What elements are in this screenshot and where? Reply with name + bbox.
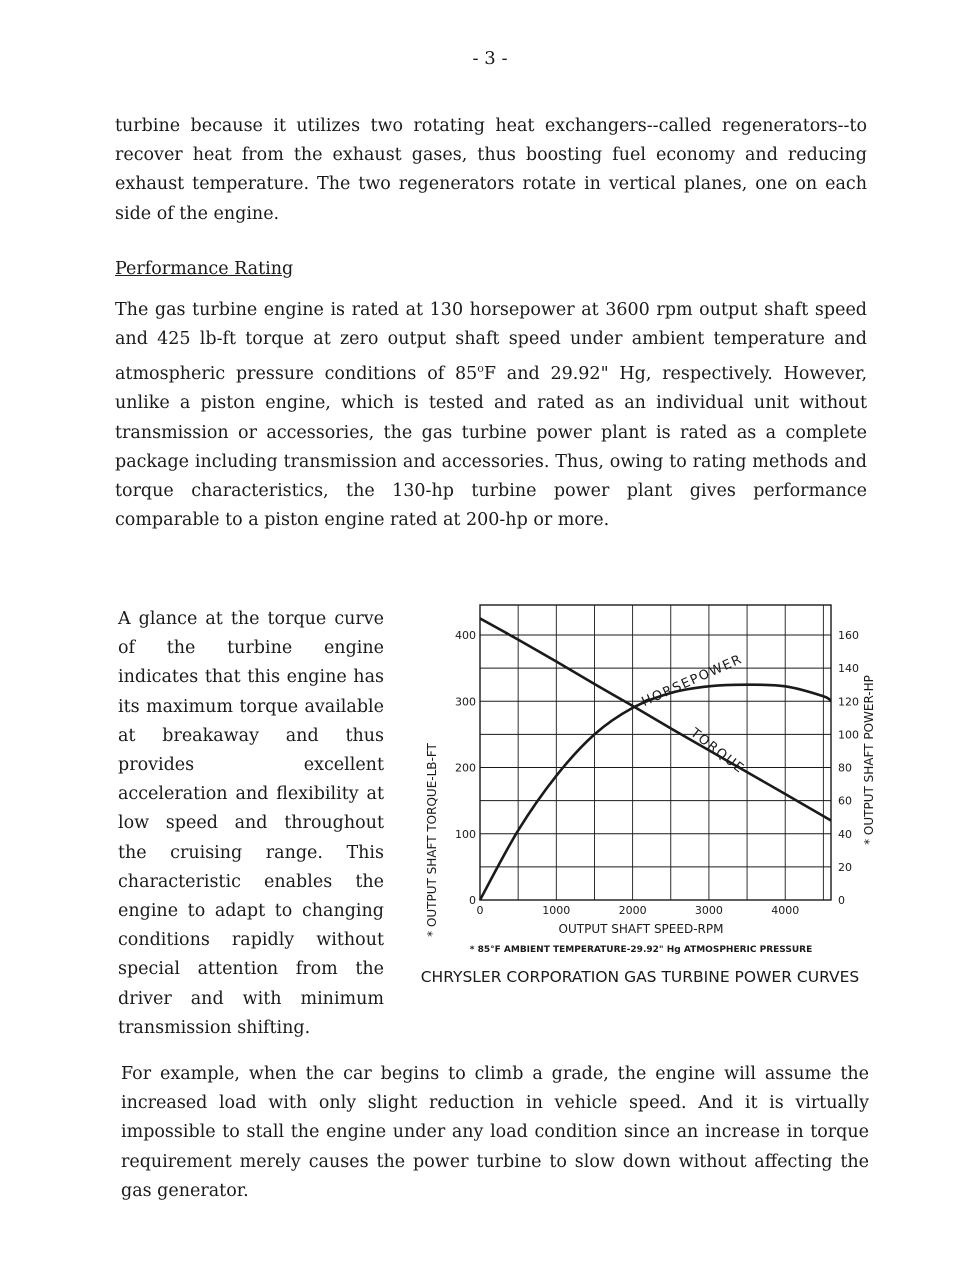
y2-tick-label: 120 <box>838 695 859 709</box>
horsepower-label: HORSEPOWER <box>639 651 745 710</box>
x-axis-label: OUTPUT SHAFT SPEED-RPM <box>558 922 724 936</box>
chart-footnote: * 85°F AMBIENT TEMPERATURE-29.92" Hg ATMOSPHERIC PRESSURE <box>469 945 813 955</box>
y2-tick-label: 80 <box>838 761 852 775</box>
horsepower-curve <box>480 685 831 900</box>
y2-tick-label: 20 <box>838 860 852 874</box>
rating-paragraph <box>115 296 867 535</box>
y-tick-label: 100 <box>455 827 476 841</box>
y2-axis-label: * OUTPUT SHAFT POWER-HP <box>862 675 876 845</box>
torque-label: TORQUE <box>687 725 748 778</box>
y2-tick-label: 0 <box>838 894 845 907</box>
section-heading: Performance Rating <box>115 259 294 279</box>
y2-tick-label: 40 <box>838 827 852 841</box>
y-tick-label: 300 <box>455 695 476 709</box>
y2-tick-label: 100 <box>838 728 859 742</box>
chart-curves <box>480 618 831 900</box>
chart-title: CHRYSLER CORPORATION GAS TURBINE POWER CURVES <box>420 968 860 986</box>
x-tick-label: 3000 <box>694 904 723 917</box>
rating-text-part1: The gas turbine engine is rated at 130 horsepower at 3600 rpm output shaft speed and 425 lb-ft torque at zero output shaft speed under ambient temperature and atmospheric pressure conditions of 85 <box>115 300 867 385</box>
y-tick-label: 400 <box>455 629 476 642</box>
x-tick-label: 4000 <box>771 904 800 917</box>
x-tick-label: 1000 <box>542 904 571 917</box>
y-tick-label: 200 <box>455 761 476 775</box>
power-curves-chart <box>400 595 900 1000</box>
page-number: - 3 - <box>472 48 508 69</box>
y2-tick-label: 140 <box>838 662 859 676</box>
y2-tick-label: 160 <box>838 629 859 642</box>
x-tick-label: 2000 <box>618 904 647 917</box>
degree-superscript: o <box>477 362 484 376</box>
y2-tick-label: 60 <box>838 794 852 808</box>
rating-text-part2: F and 29.92" Hg, respectively. However, unlike a piston engine, which is tested and rated as an individual unit without transmission or accessories, the gas turbine power plant is rated as a complete package including transmission and accessories. Thus, owing to rating methods and torque characteristics, the 130-hp turbine power plant gives performance comparable to a piston engine rated at 200-hp or more. <box>115 364 868 531</box>
x-tick-label: 0 <box>476 904 484 917</box>
y-axis-label: * OUTPUT SHAFT TORQUE-LB-FT <box>425 743 439 937</box>
closing-paragraph: For example, when the car begins to climb a grade, the engine will assume the increased load with only slight reduction in vehicle speed. And it is virtually impossible to stall the engine under any load condition since an increase in torque requirement merely causes the power turbine to slow down without affecting the gas generator. <box>121 1064 869 1201</box>
torque-description: A glance at the torque curve of the turbine engine indicates that this engine has its maximum torque available at breakaway and thus provides excellent acceleration and flexibility at low speed and throughout the cruising range. This characteristic enables the engine to adapt to changing conditions rapidly without special attention from the driver and with minimum transmission shifting. <box>118 609 384 1038</box>
chart-ticks <box>455 629 859 917</box>
y-tick-label: 0 <box>469 894 476 907</box>
torque-curve <box>480 618 831 820</box>
intro-paragraph: turbine because it utilizes two rotating heat exchangers--called regenerators--to recover heat from the exhaust gases, thus boosting fuel economy and reducing exhaust temperature. The two regenerators rotate in vertical planes, one on each side of the engine. <box>115 116 867 224</box>
